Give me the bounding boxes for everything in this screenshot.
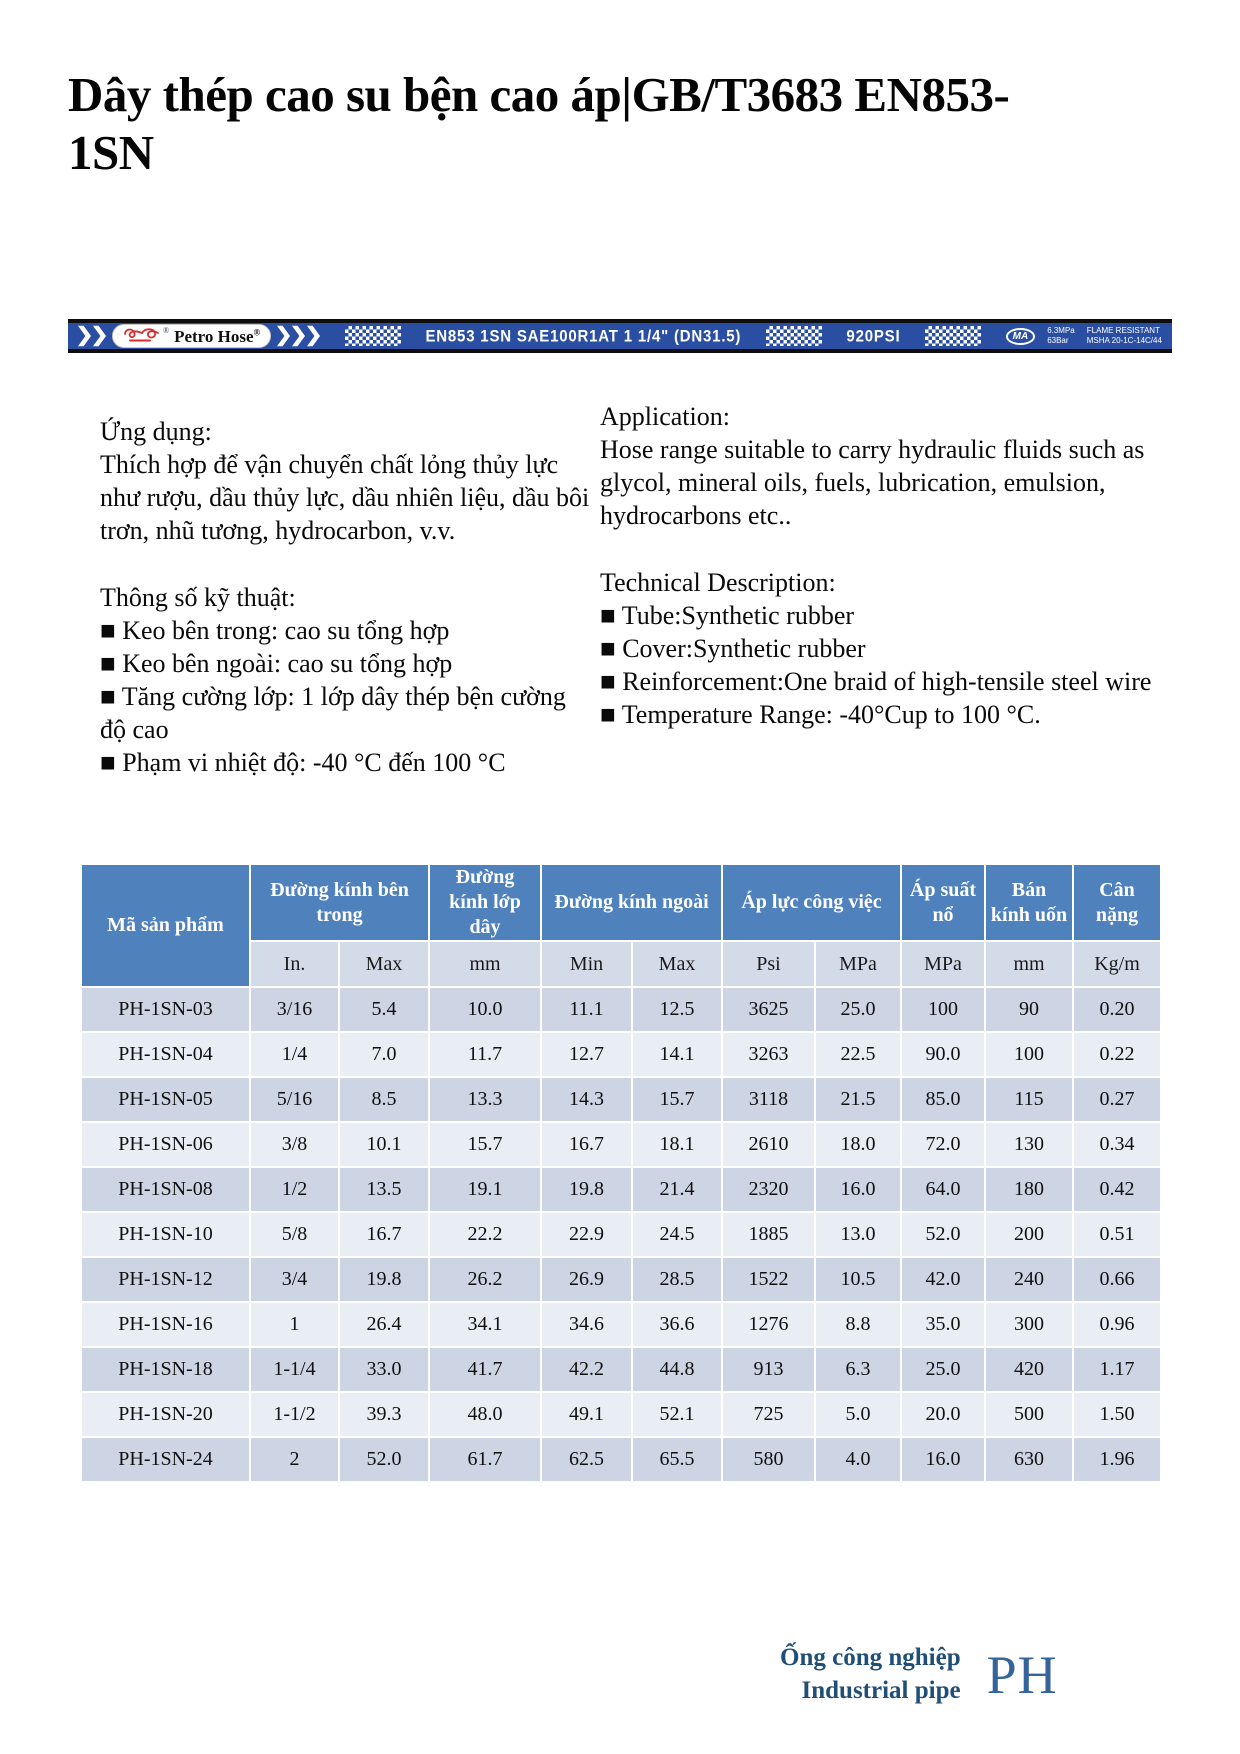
hose-psi-text: 920PSI [846,326,901,346]
value-cell: 33.0 [339,1347,429,1392]
col-header-working-pressure: Áp lực công việc [722,864,901,941]
unit-header-cell: Kg/m [1073,941,1161,987]
value-cell: 2 [250,1437,339,1482]
flame-line1: FLAME RESISTANT [1086,326,1160,336]
col-header-product: Mã sản phẩm [81,864,250,987]
value-cell: 26.4 [339,1302,429,1347]
value-cell: 0.42 [1073,1167,1161,1212]
unit-header-cell: Max [632,941,722,987]
product-code-cell: PH-1SN-08 [81,1167,250,1212]
brand-name-text: Petro Hose [174,326,254,346]
table-row [81,1257,1161,1302]
specs-bullets-vi [100,614,596,779]
value-cell: 2610 [722,1122,815,1167]
technical-heading-en: Technical Description: [600,568,836,597]
value-cell: 1.17 [1073,1347,1161,1392]
value-cell: 19.8 [541,1167,632,1212]
value-cell: 25.0 [815,987,901,1032]
product-code-cell: PH-1SN-24 [81,1437,250,1482]
checker-pattern-icon [345,326,401,346]
vietnamese-column [100,415,596,779]
value-cell: 0.96 [1073,1302,1161,1347]
value-cell: 39.3 [339,1392,429,1437]
value-cell: 52.1 [632,1392,722,1437]
petro-hose-logo-icon [123,325,161,348]
product-code-cell: PH-1SN-03 [81,987,250,1032]
unit-header-cell: Min [541,941,632,987]
col-header-burst-pressure: Áp suất nổ [901,864,985,941]
unit-header-cell: mm [429,941,541,987]
value-cell: 100 [901,987,985,1032]
value-cell: 13.3 [429,1077,541,1122]
brand-name [174,328,260,345]
checker-pattern-icon [925,326,981,346]
value-cell: 72.0 [901,1122,985,1167]
spec-bullet-vi: ■ Tăng cường lớp: 1 lớp dây thép bện cường độ cao [100,682,566,744]
value-cell: 200 [985,1212,1073,1257]
unit-header-cell: Max [339,941,429,987]
value-cell: 10.1 [339,1122,429,1167]
value-cell: 13.0 [815,1212,901,1257]
value-cell: 14.1 [632,1032,722,1077]
value-cell: 16.0 [815,1167,901,1212]
table-header-row [81,864,1161,941]
col-header-inner-diameter: Đường kính bên trong [250,864,429,941]
value-cell: 725 [722,1392,815,1437]
brand-registered-mark: ® [253,326,261,337]
band-left-group [78,324,320,348]
table-row [81,1032,1161,1077]
value-cell: 1.50 [1073,1392,1161,1437]
value-cell: 0.22 [1073,1032,1161,1077]
value-cell: 16.7 [339,1212,429,1257]
value-cell: 0.66 [1073,1257,1161,1302]
value-cell: 13.5 [339,1167,429,1212]
spacer [100,547,596,581]
value-cell: 19.1 [429,1167,541,1212]
value-cell: 1-1/2 [250,1392,339,1437]
value-cell: 15.7 [632,1077,722,1122]
value-cell: 1/4 [250,1032,339,1077]
product-code-cell: PH-1SN-10 [81,1212,250,1257]
ph-logo: PH [986,1644,1058,1705]
value-cell: 420 [985,1347,1073,1392]
product-code-cell: PH-1SN-20 [81,1392,250,1437]
value-cell: 34.1 [429,1302,541,1347]
footer-line-vi: Ống công nghiệp [780,1644,961,1671]
unit-header-cell: MPa [815,941,901,987]
value-cell: 6.3 [815,1347,901,1392]
value-cell: 1 [250,1302,339,1347]
footer-line-en: Industrial pipe [801,1676,961,1704]
specs-heading-vi: Thông số kỹ thuật: [100,583,296,612]
value-cell: 1522 [722,1257,815,1302]
value-cell: 240 [985,1257,1073,1302]
value-cell: 11.7 [429,1032,541,1077]
spec-bullet-en: ■ Tube:Synthetic rubber [600,601,855,630]
spec-bullet-en: ■ Reinforcement:One braid of high-tensile steel wire [600,667,1152,696]
value-cell: 41.7 [429,1347,541,1392]
value-cell: 12.7 [541,1032,632,1077]
unit-header-cell: Psi [722,941,815,987]
value-cell: 500 [985,1392,1073,1437]
value-cell: 10.0 [429,987,541,1032]
value-cell: 630 [985,1437,1073,1482]
value-cell: 20.0 [901,1392,985,1437]
technical-bullets-en [600,599,1160,731]
product-code-cell: PH-1SN-04 [81,1032,250,1077]
table-row [81,987,1161,1032]
table-row [81,1122,1161,1167]
value-cell: 180 [985,1167,1073,1212]
product-code-cell: PH-1SN-18 [81,1347,250,1392]
spacer [600,532,1160,566]
product-code-cell: PH-1SN-06 [81,1122,250,1167]
col-header-weight: Cân nặng [1073,864,1161,941]
table-row [81,1077,1161,1122]
rating-mpa: 6.3MPa [1047,326,1075,336]
value-cell: 16.7 [541,1122,632,1167]
value-cell: 35.0 [901,1302,985,1347]
col-header-wire-layer-diameter: Đường kính lớp dây [429,864,541,941]
value-cell: 10.5 [815,1257,901,1302]
page-footer [780,1642,1058,1707]
footer-company-text [780,1642,961,1707]
value-cell: 15.7 [429,1122,541,1167]
spec-bullet-vi: ■ Keo bên ngoài: cao su tổng hợp [100,649,453,678]
value-cell: 1/2 [250,1167,339,1212]
chevron-right-icon [78,325,106,347]
value-cell: 4.0 [815,1437,901,1482]
value-cell: 90.0 [901,1032,985,1077]
pressure-rating-text [1047,326,1075,345]
page-title: Dây thép cao su bện cao áp|GB/T3683 EN853-1SN [68,67,1010,180]
value-cell: 100 [985,1032,1073,1077]
value-cell: 3/16 [250,987,339,1032]
band-right-group [1006,326,1162,345]
spec-bullet-en: ■ Cover:Synthetic rubber [600,634,866,663]
value-cell: 8.8 [815,1302,901,1347]
value-cell: 12.5 [632,987,722,1032]
value-cell: 8.5 [339,1077,429,1122]
value-cell: 44.8 [632,1347,722,1392]
value-cell: 130 [985,1122,1073,1167]
value-cell: 26.2 [429,1257,541,1302]
unit-header-cell: In. [250,941,339,987]
unit-header-cell: MPa [901,941,985,987]
col-header-bend-radius: Bán kính uốn [985,864,1073,941]
value-cell: 5/16 [250,1077,339,1122]
value-cell: 3/8 [250,1122,339,1167]
value-cell: 52.0 [339,1437,429,1482]
value-cell: 14.3 [541,1077,632,1122]
spec-bullet-en: ■ Temperature Range: -40°Cup to 100 °C. [600,700,1041,729]
flame-line2: MSHA 20-1C-14C/44 [1086,336,1162,345]
english-column [600,400,1160,731]
application-text-en: Hose range suitable to carry hydraulic fluids such as glycol, mineral oils, fuels, lubrication, emulsion, hydrocarbons etc.. [600,435,1145,530]
logo-registered-mark: ® [163,326,170,335]
value-cell: 21.4 [632,1167,722,1212]
value-cell: 7.0 [339,1032,429,1077]
value-cell: 16.0 [901,1437,985,1482]
product-code-cell: PH-1SN-16 [81,1302,250,1347]
value-cell: 48.0 [429,1392,541,1437]
value-cell: 3625 [722,987,815,1032]
brand-label [112,324,271,348]
application-heading-en: Application: [600,402,730,431]
value-cell: 3118 [722,1077,815,1122]
value-cell: 28.5 [632,1257,722,1302]
value-cell: 65.5 [632,1437,722,1482]
product-code-cell: PH-1SN-05 [81,1077,250,1122]
value-cell: 0.51 [1073,1212,1161,1257]
value-cell: 42.2 [541,1347,632,1392]
spec-bullet-vi: ■ Phạm vi nhiệt độ: -40 °C đến 100 °C [100,748,506,777]
value-cell: 64.0 [901,1167,985,1212]
table-row [81,1212,1161,1257]
checker-pattern-icon [766,326,822,346]
value-cell: 11.1 [541,987,632,1032]
value-cell: 49.1 [541,1392,632,1437]
hose-spec-text: EN853 1SN SAE100R1AT 1 1/4" (DN31.5) [425,326,742,346]
value-cell: 22.5 [815,1032,901,1077]
value-cell: 0.27 [1073,1077,1161,1122]
value-cell: 5.4 [339,987,429,1032]
value-cell: 34.6 [541,1302,632,1347]
product-code-cell: PH-1SN-12 [81,1257,250,1302]
value-cell: 61.7 [429,1437,541,1482]
value-cell: 21.5 [815,1077,901,1122]
value-cell: 19.8 [339,1257,429,1302]
ma-certification-icon: MA [1006,328,1036,345]
hose-print-band [68,319,1172,353]
value-cell: 42.0 [901,1257,985,1302]
value-cell: 0.20 [1073,987,1161,1032]
value-cell: 18.1 [632,1122,722,1167]
table-row [81,1437,1161,1482]
rating-bar: 63Bar [1047,336,1069,345]
value-cell: 1276 [722,1302,815,1347]
value-cell: 0.34 [1073,1122,1161,1167]
value-cell: 580 [722,1437,815,1482]
application-text-vi: Thích hợp để vận chuyển chất lỏng thủy lực như rượu, dầu thủy lực, dầu nhiên liệu, dầu bôi trơn, nhũ tương, hydrocarbon, v.v. [100,450,590,545]
value-cell: 115 [985,1077,1073,1122]
value-cell: 22.9 [541,1212,632,1257]
application-heading-vi: Ứng dụng: [100,417,212,446]
value-cell: 913 [722,1347,815,1392]
table-row [81,1392,1161,1437]
value-cell: 18.0 [815,1122,901,1167]
value-cell: 52.0 [901,1212,985,1257]
col-header-outer-diameter: Đường kính ngoài [541,864,722,941]
value-cell: 85.0 [901,1077,985,1122]
value-cell: 36.6 [632,1302,722,1347]
value-cell: 22.2 [429,1212,541,1257]
chevron-triple-icon [277,325,320,347]
value-cell: 2320 [722,1167,815,1212]
value-cell: 300 [985,1302,1073,1347]
value-cell: 1.96 [1073,1437,1161,1482]
unit-header-cell: mm [985,941,1073,987]
value-cell: 26.9 [541,1257,632,1302]
value-cell: 1885 [722,1212,815,1257]
value-cell: 3/4 [250,1257,339,1302]
value-cell: 25.0 [901,1347,985,1392]
table-row [81,1302,1161,1347]
value-cell: 90 [985,987,1073,1032]
value-cell: 62.5 [541,1437,632,1482]
value-cell: 24.5 [632,1212,722,1257]
table-row [81,1167,1161,1212]
value-cell: 3263 [722,1032,815,1077]
value-cell: 1-1/4 [250,1347,339,1392]
spec-table [80,863,1162,1483]
value-cell: 5/8 [250,1212,339,1257]
table-row [81,1347,1161,1392]
value-cell: 5.0 [815,1392,901,1437]
spec-bullet-vi: ■ Keo bên trong: cao su tổng hợp [100,616,450,645]
flame-resistant-text [1087,326,1162,345]
